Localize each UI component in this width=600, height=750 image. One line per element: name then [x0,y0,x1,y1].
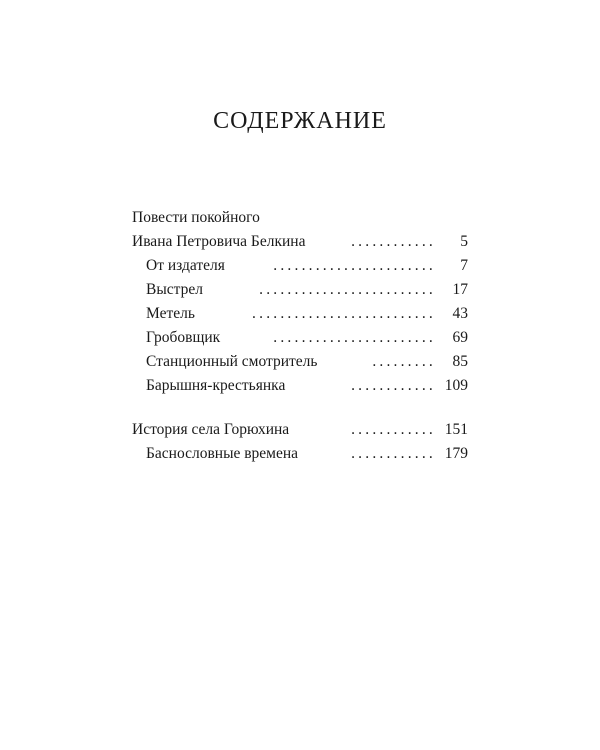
toc-entry [132,254,468,278]
toc-page-number: 17 [452,281,468,298]
toc-page-number: 7 [460,257,468,274]
toc-page-number: 85 [452,353,468,370]
toc-page-number: 69 [452,329,468,346]
toc-entry [132,418,468,442]
toc-leader-dots: ......... [372,353,436,370]
toc-page-number: 151 [444,421,468,438]
toc-entry-label: Ивана Петровича Белкина [132,233,306,250]
toc-entry-label: Барышня-крестьянка [146,377,286,394]
toc-leader-dots: ............ [351,421,436,438]
toc-entry [132,278,468,302]
toc-leader-dots: ....................... [273,257,436,274]
toc-entry [132,350,468,374]
toc-entry [132,442,468,466]
toc-leader-dots: ............ [351,377,436,394]
toc-entry [132,230,468,254]
toc-entry-label: История села Горюхина [132,421,290,438]
toc-entry-label: Выстрел [146,281,203,298]
toc-entry [132,302,468,326]
toc-entry-label: Метель [146,305,195,322]
page-title: СОДЕРЖАНИЕ [213,108,387,134]
toc-entry-label: Гробовщик [146,329,221,346]
toc-entry-label: От издателя [146,257,225,274]
toc-leader-dots: ............ [351,233,436,250]
toc-leader-dots: ....................... [273,329,436,346]
toc-page-number: 5 [460,233,468,250]
toc-entry [132,326,468,350]
toc-entry [132,374,468,398]
toc-page-number: 43 [452,305,468,322]
toc-leader-dots: ......................... [259,281,436,298]
toc-leader-dots: ............ [351,445,436,462]
toc-page-number: 179 [444,445,468,462]
toc-entry-label: Станционный смотритель [146,353,318,370]
toc-leader-dots: .......................... [252,305,436,322]
toc-entry-label: Повести покойного [132,209,260,226]
table-of-contents [132,206,468,466]
toc-page-number: 109 [444,377,468,394]
toc-entry-heading [132,206,468,230]
toc-entry-label: Баснословные времена [146,445,299,462]
